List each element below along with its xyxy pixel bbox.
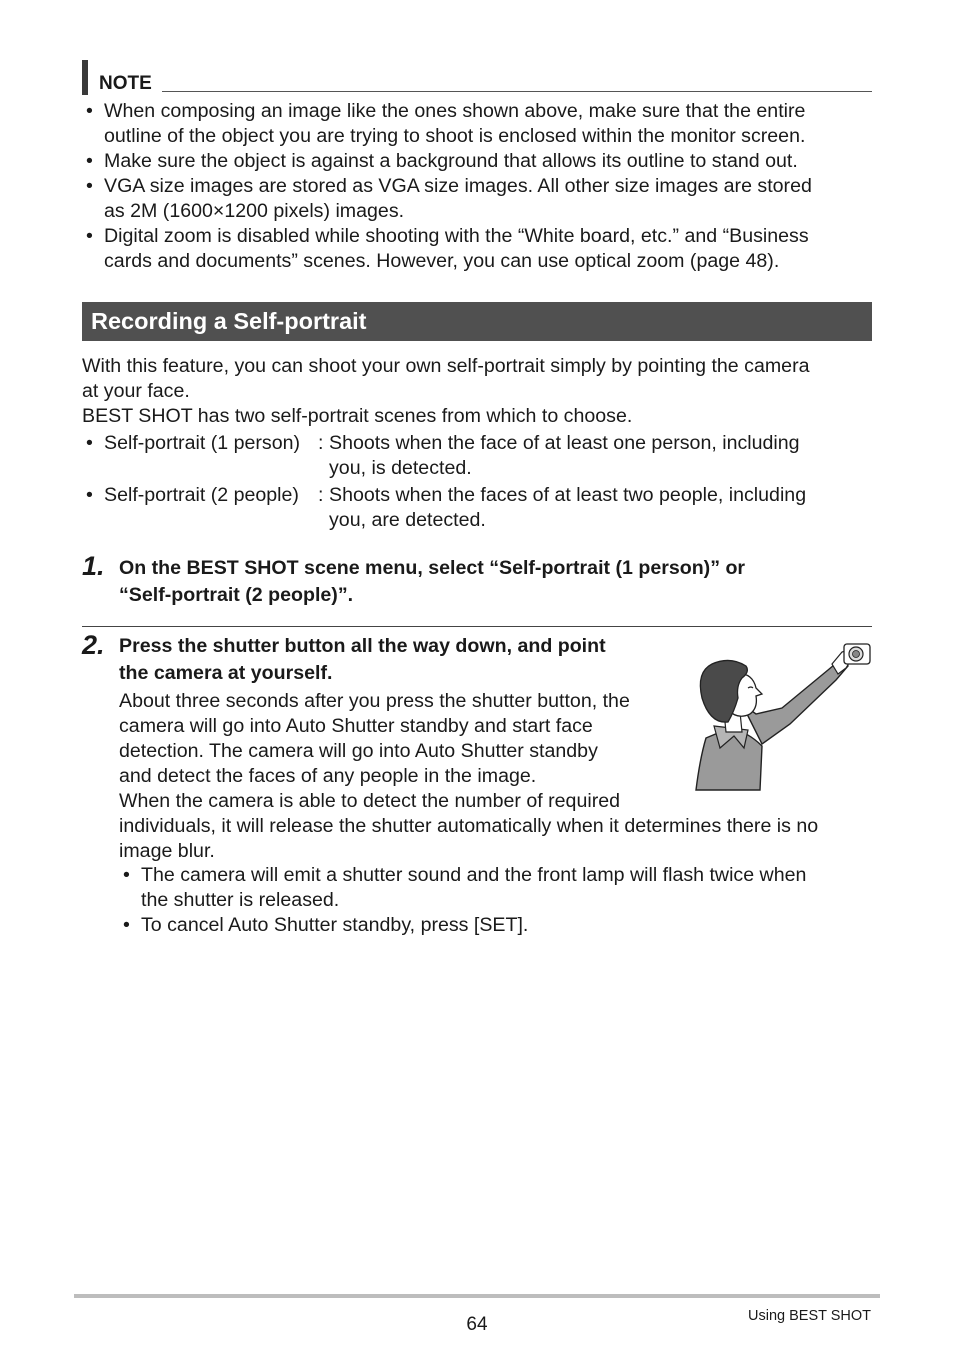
page-number: 64: [466, 1314, 488, 1335]
note-item-2-line-1: Make sure the object is against a background that allows its outline to stand out.: [104, 150, 798, 172]
scene-name-2: Self-portrait (2 people): [104, 484, 299, 506]
scene-desc-1-line-1: Shoots when the face of at least one person, including: [329, 432, 800, 454]
note-item-4-line-2: cards and documents” scenes. However, you can use optical zoom (page 48).: [104, 250, 780, 272]
note-item-1-line-1: When composing an image like the ones shown above, make sure that the entire: [104, 100, 806, 122]
scene-bullet-2: •: [86, 484, 93, 506]
section-title: Recording a Self-portrait: [91, 308, 367, 334]
intro-line-2: at your face.: [82, 380, 190, 402]
note-bullet-2: •: [86, 150, 93, 172]
step-2-bullet-1-line-1: The camera will emit a shutter sound and the front lamp will flash twice when: [141, 864, 807, 886]
step-2-body-line-5: When the camera is able to detect the number of required: [119, 790, 621, 812]
step-2-title-line-1: Press the shutter button all the way down, and point: [119, 635, 606, 657]
step-2-bullet-1: •: [123, 864, 130, 886]
note-marker-bar: [82, 60, 88, 95]
section-header: [82, 302, 872, 341]
step-2-bullet-2: •: [123, 914, 130, 936]
intro-line-3: BEST SHOT has two self-portrait scenes from which to choose.: [82, 405, 633, 427]
footer-divider: [74, 1294, 880, 1298]
step-2-bullet-1-line-2: the shutter is released.: [141, 889, 340, 911]
scene-colon-1: :: [318, 432, 324, 454]
step-2-number: 2.: [82, 630, 105, 660]
note-divider: [162, 91, 872, 92]
self-portrait-illustration: [690, 636, 874, 794]
note-bullet-4: •: [86, 225, 93, 247]
note-item-3-line-1: VGA size images are stored as VGA size images. All other size images are stored: [104, 175, 812, 197]
note-item-3-line-2: as 2M (1600×1200 pixels) images.: [104, 200, 405, 222]
step-2-body-line-2: camera will go into Auto Shutter standby and start face: [119, 715, 593, 737]
scene-bullet-1: •: [86, 432, 93, 454]
intro-line-1: With this feature, you can shoot your own self-portrait simply by pointing the camera: [82, 355, 810, 377]
note-item-1-line-2: outline of the object you are trying to shoot is enclosed within the monitor screen.: [104, 125, 806, 147]
note-bullet-1: •: [86, 100, 93, 122]
scene-desc-2-line-1: Shoots when the faces of at least two people, including: [329, 484, 807, 506]
note-bullet-3: •: [86, 175, 93, 197]
step-2-body-line-3: detection. The camera will go into Auto Shutter standby: [119, 740, 598, 762]
scene-colon-2: :: [318, 484, 324, 506]
step-1-title-line-2: “Self-portrait (2 people)”.: [119, 584, 354, 606]
scene-desc-2-line-2: you, are detected.: [329, 509, 486, 531]
step-2-body-line-7: image blur.: [119, 840, 215, 862]
step-divider: [82, 626, 872, 627]
scene-desc-1-line-2: you, is detected.: [329, 457, 472, 479]
step-2-body-line-1: About three seconds after you press the shutter button, the: [119, 690, 630, 712]
step-1-number: 1.: [82, 551, 105, 581]
step-2-body-line-4: and detect the faces of any people in the image.: [119, 765, 537, 787]
note-item-4-line-1: Digital zoom is disabled while shooting with the “White board, etc.” and “Business: [104, 225, 809, 247]
note-label: NOTE: [99, 73, 152, 94]
footer-section-name: Using BEST SHOT: [748, 1308, 872, 1324]
step-2-bullet-2-line-1: To cancel Auto Shutter standby, press [SET].: [141, 914, 529, 936]
step-2-body-line-6: individuals, it will release the shutter automatically when it determines there is no: [119, 815, 819, 837]
step-2-title-line-2: the camera at yourself.: [119, 662, 333, 684]
step-1-title-line-1: On the BEST SHOT scene menu, select “Self-portrait (1 person)” or: [119, 557, 746, 579]
scene-name-1: Self-portrait (1 person): [104, 432, 301, 454]
